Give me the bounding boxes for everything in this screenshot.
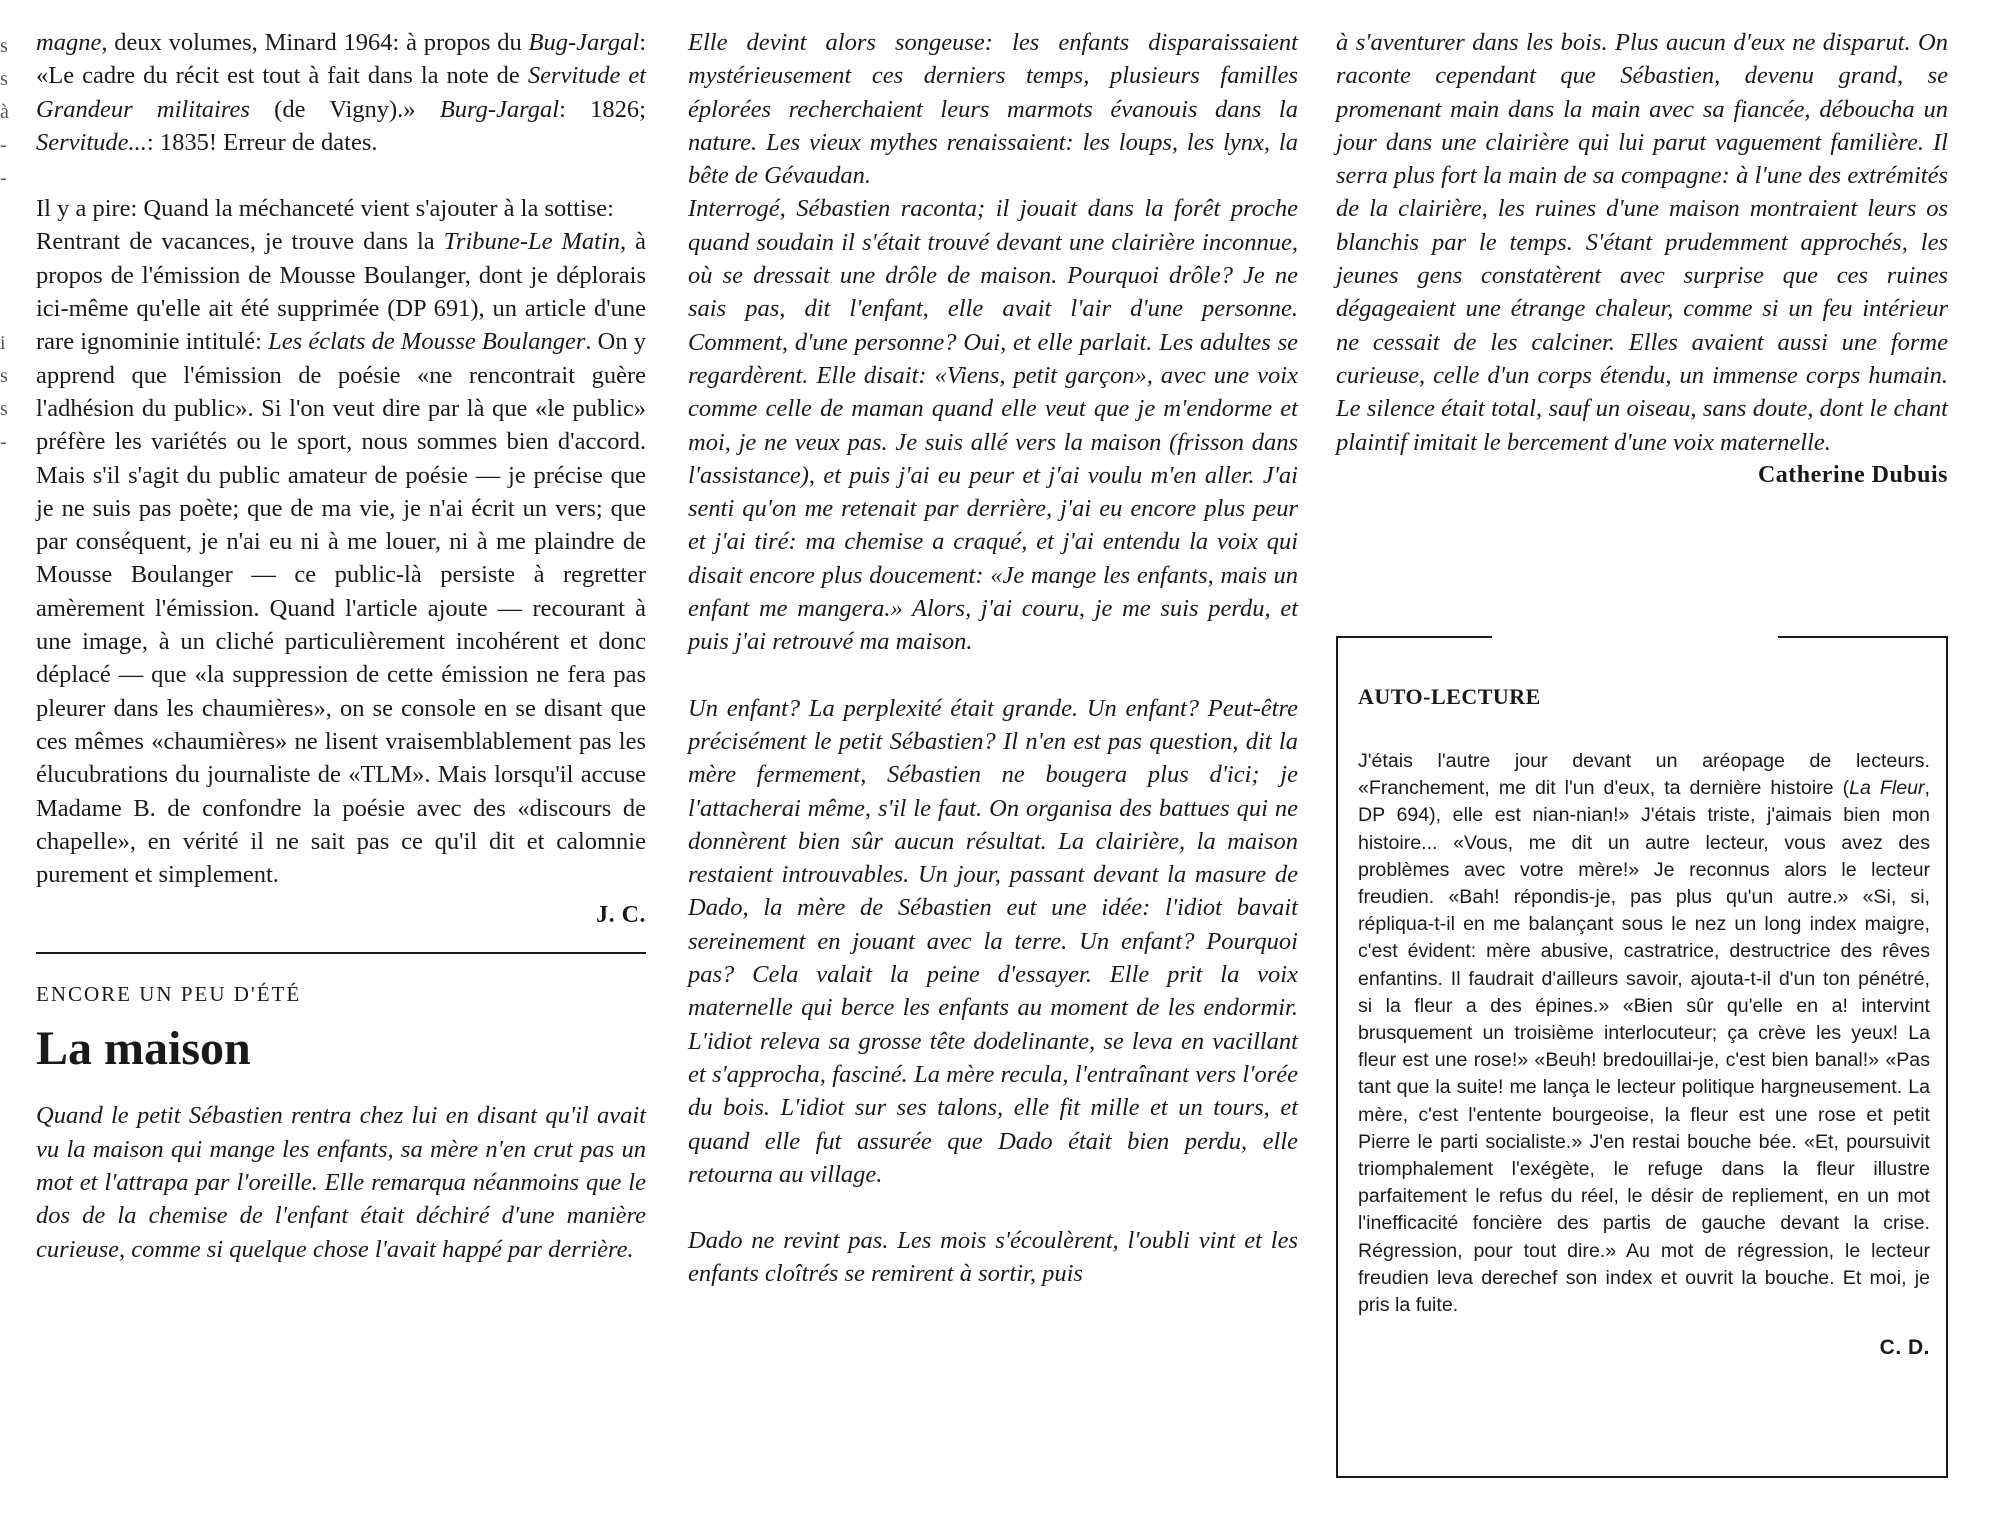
text-run: : «Le cadre du récit est tout à fait dans la note de	[36, 29, 646, 90]
text-run: , à propos de l'émission de Mousse Boulanger, dont je déplorais ici-même qu'elle ait été supprimée (DP 691), un article d'une rare ignominie intitulé:	[36, 228, 646, 356]
story-paragraph-5: à s'aventurer dans les bois. Plus aucun d'eux ne disparut. On raconte cependant que Sébastien, devenu grand, se promenant main dans la main avec sa fiancée, déboucha un jour dans une clairière qui lui parut vaguement familière. Il serra plus fort la main de sa compagne: à l'une des extrémités de la clairière, les ruines d'une maison montraient leurs os blanchis par le temps. S'étant prudemment approchés, les jeunes gens constatèrent avec surprise que ces ruines dégageaient une étrange chaleur, comme si un feu intérieur ne cessait de les calciner. Elles avaient aussi une forme curieuse, celle d'un corps étendu, un immense corps humain. Le silence était total, sauf un oiseau, sans doute, dont le chant plaintif imitait le bercement d'une voix maternelle.	[1336, 29, 1948, 456]
edge-fragment: -	[0, 431, 7, 453]
text-run: Rentrant de vacances, je trouve dans la	[36, 228, 444, 256]
section-divider	[36, 952, 646, 954]
text-run: Servitude...	[36, 128, 147, 156]
text-run: Tribune-Le Matin	[443, 228, 621, 256]
edge-fragment: -	[0, 167, 7, 189]
text-run: magne	[36, 29, 102, 56]
article-headline: La maison	[36, 1022, 251, 1076]
text-run: Les éclats de Mousse Boulanger	[268, 328, 586, 356]
section-kicker: ENCORE UN PEU D'ÉTÉ	[36, 982, 302, 1007]
box-title: AUTO-LECTURE	[1358, 684, 1541, 709]
edge-fragment: i	[0, 332, 6, 354]
edge-fragment: -	[0, 134, 7, 156]
story-intro: Quand le petit Sébastien rentra chez lui en disant qu'il avait vu la maison qui mange les enfants, sa mère n'en crut pas un mot et l'attrapa par l'oreille. Elle remarqua néanmoins que le dos de la chemise de l'enfant était déchiré d'une manière curieuse, comme si quelque chose l'avait happé par derrière.	[36, 1102, 646, 1263]
column-2	[688, 26, 1298, 1291]
column-1	[36, 26, 646, 1266]
intro-paragraph: Il y a pire: Quand la méchanceté vient s'ajouter à la sottise:	[36, 195, 614, 223]
signature-jc: J. C.	[596, 902, 646, 929]
story-paragraph-1: Elle devint alors songeuse: les enfants disparaissaient mystérieusement ces derniers temps, plusieurs familles éplorées recherchaient leurs marmots évanouis dans la nature. Les vieux mythes renaissaient: les loups, les lynx, la bête de Gévaudan.	[688, 29, 1298, 190]
column-3	[1336, 26, 1948, 492]
text-run: , deux volumes, Minard 1964: à propos du	[101, 29, 529, 56]
book-note-paragraph	[36, 26, 646, 159]
text-run: J'étais l'autre jour devant un aréopage de lecteurs. «Franchement, me dit l'un d'eux, ta dernière histoire (	[1358, 750, 1930, 800]
box-body	[1358, 748, 1930, 1319]
story-paragraph-2: Interrogé, Sébastien raconta; il jouait dans la forêt proche quand soudain il s'était trouvé devant une clairière inconnue, où se dressait une drôle de maison. Pourquoi drôle? Je ne sais pas, dit l'enfant, elle avait l'air d'une personne. Comment, d'une personne? Oui, et elle parlait. Les adultes se regardèrent. Elle disait: «Viens, petit garçon», avec une voix comme celle de maman quand elle veut que je m'endorme et moi, je ne veux pas. Je suis allé vers la maison (frisson dans l'assistance), et puis j'ai eu peur et j'ai voulu m'en aller. J'ai senti qu'on me retenait par derrière, j'ai eu encore plus peur et j'ai tiré: ma chemise a craqué, et j'ai entendu la voix qui disait encore plus doucement: «Je mange les enfants, mais un enfant me mangera.» Alors, j'ai couru, je me suis perdu, et puis j'ai retrouvé ma maison.	[688, 195, 1298, 656]
edge-fragment	[0, 261, 14, 294]
story-paragraph-4: Dado ne revint pas. Les mois s'écoulèrent, l'oubli vint et les enfants cloîtrés se remirent à sortir, puis	[688, 1227, 1298, 1288]
text-run: Servitude et Grandeur militaires	[36, 62, 647, 123]
edge-fragment: à	[0, 101, 9, 123]
auto-lecture-box	[1336, 636, 1948, 1478]
text-run: La Fleur	[1849, 777, 1925, 800]
story-paragraph-3: Un enfant? La perplexité était grande. Un enfant? Peut-être précisément le petit Sébastien? Il n'en est pas question, dit la mère fermement, Sébastien ne bougera plus d'ici; je l'attacherai même, s'il le faut. On organisa des battues qui ne donnèrent bien sûr aucun résultat. La clairière, la maison restaient introuvables. Un jour, passant devant la masure de Dado, la mère de Sébastien eut une idée: l'idiot bavait sereinement en jouant avec la terre. Un enfant? Pourquoi pas? Cela valait la peine d'essayer. Elle prit la voix maternelle qui berce les enfants au moment de les endormir. L'idiot releva sa grosse tête dodelinante, se leva en vacillant et s'approcha, fasciné. La mère recula, l'entraînant vers l'orée du bois. L'idiot sur ses talons, elle fit mille et un tours, et quand elle fut assurée que Dado était bien perdu, elle retourna au village.	[688, 694, 1298, 1188]
edge-fragment	[0, 228, 14, 261]
edge-fragment: s	[0, 68, 8, 90]
edge-fragment: s	[0, 35, 8, 57]
edge-fragment: s	[0, 398, 8, 420]
critique-paragraph	[36, 225, 646, 891]
left-edge-fragments	[0, 30, 14, 459]
signature-catherine-dubuis: Catherine Dubuis	[1757, 461, 1948, 488]
text-run: : 1835! Erreur de dates.	[146, 128, 378, 156]
text-run: , DP 694), elle est nian-nian!» J'étais triste, j'aimais bien mon histoire... «Vous, me dit un autre lecteur, vous avez des problèmes avec votre mère!» Je reconnus alors le lecteur freudien. «Bah! répondis-je, pas plus qu'un autre.» «Si, si, répliqua-t-il en me balançant sous le nez un long index maigre, c'est évident: mère abusive, castratrice, destructrice des rêves enfantins. Il faudrait d'ailleurs savoir, ajouta-t-il d'un ton pénétré, si la fleur a des épines.» «Bien sûr qu'elle en a! intervint brusquement un troisième interlocuteur; ça crève les yeux! La fleur est une rose!» «Beuh! bredouillai-je, c'est bien banal!» «Pas tant que la suite! me lança le lecteur politique hargneusement. La mère, c'est l'entente bourgeoise, la fleur est une rose et petit Pierre le parti socialiste.» J'en restai bouche bée. «Et, poursuivit triomphalement l'exégète, le refuge dans la fleur illustre parfaitement le refus du réel, le désir de repliement, en un mot l'inefficacité foncière des partis de gauche devant la crise. Régression, pour tout dire.» Au mot de régression, le lecteur freudien leva derechef son index et ouvrit la bouche. Et moi, je pris la fuite.	[1358, 777, 1930, 1317]
edge-fragment	[0, 294, 14, 327]
text-run: . On y apprend que l'émission de poésie «ne rencontrait guère l'adhésion du public». Si l'on veut dire par là que «le public» préfère les variétés ou le sport, nous sommes bien d'accord. Mais s'il s'agit du public amateur de poésie — je précise que je ne suis pas poète; que de ma vie, je n'ai écrit un vers; que par conséquent, je n'ai eu ni à me louer, ni à me plaindre de Mousse Boulanger — ce public-là persiste à regretter amèrement l'émission. Quand l'article ajoute — recourant à une image, à un cliché particulièrement incohérent et donc déplacé — que «la suppression de cette émission ne fera pas pleurer dans les chaumières», on se console en se disant que ces mêmes «chaumières» ne lisent vraisemblablement pas les élucubrations du journaliste de «TLM». Mais lorsqu'il accuse Madame B. de confondre la poésie avec des «discours de chapelle», en vérité il ne sait pas ce qu'il dit et calomnie purement et simplement.	[36, 328, 646, 889]
text-run: Burg-Jargal	[439, 95, 560, 123]
text-run: : 1826;	[559, 95, 646, 123]
text-run: Bug-Jargal	[528, 29, 640, 56]
box-signature: C. D.	[1879, 1336, 1930, 1360]
edge-fragment	[0, 195, 14, 228]
text-run: (de Vigny).»	[249, 95, 440, 123]
edge-fragment: s	[0, 365, 8, 387]
